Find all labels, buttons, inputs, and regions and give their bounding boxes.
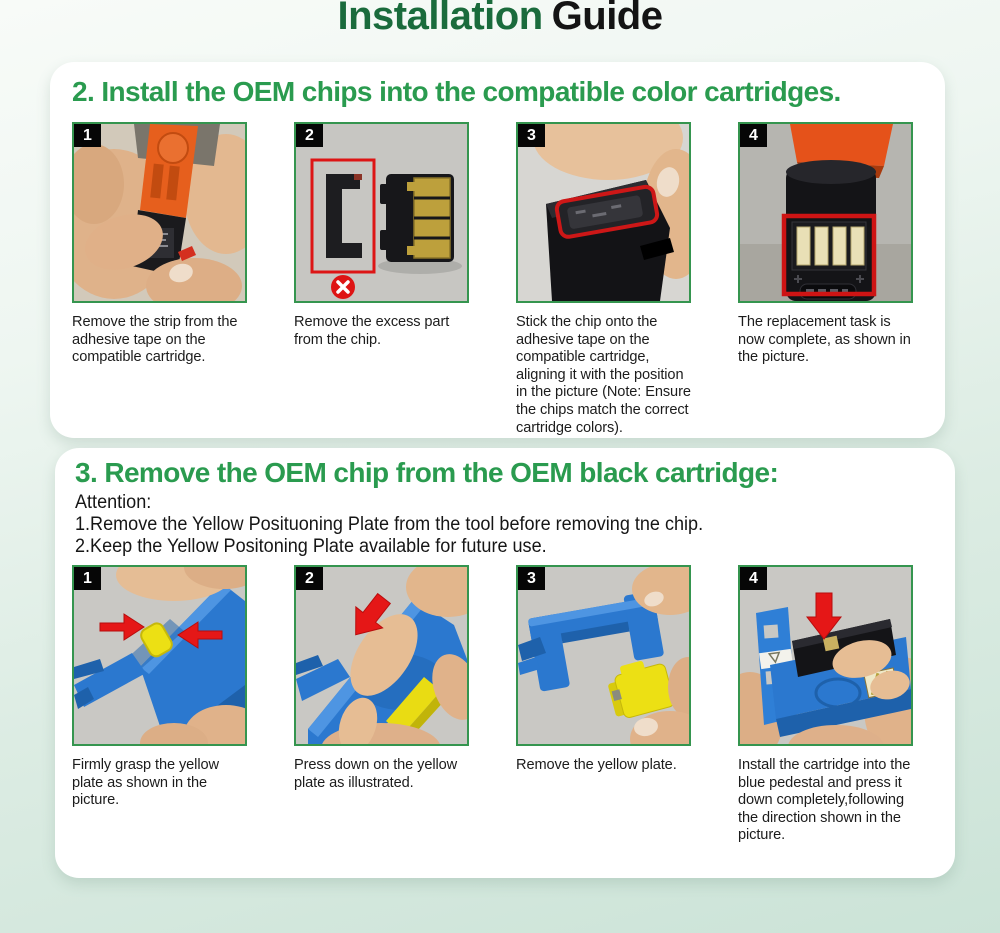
step-number-badge: 3: [518, 567, 545, 590]
step-photo-frame: [294, 122, 469, 303]
photo-replacement-complete: [740, 124, 911, 301]
section-install-chips-card: [50, 62, 945, 438]
step-remove-4: [738, 565, 934, 845]
step-number-badge: 4: [740, 567, 767, 590]
step-caption: Remove the excess part from the chip.: [294, 314, 450, 348]
step-photo-frame: [738, 122, 913, 303]
step-caption: Press down on the yellow plate as illustrated.: [294, 757, 458, 791]
step-install-3: [516, 122, 712, 437]
photo-remove-yellow-plate: [518, 567, 689, 744]
step-photo-frame: [738, 565, 913, 746]
step-photo-frame: [72, 565, 247, 746]
section-remove-chip-card: [55, 448, 955, 878]
step-number-badge: 2: [296, 567, 323, 590]
photo-press-down: [296, 567, 467, 744]
photo-remove-strip: [74, 124, 245, 301]
attention-line-1: 1.Remove the Yellow Posituoning Plate from the tool before removing tne chip.: [75, 514, 704, 535]
attention-title: Attention:: [75, 492, 152, 513]
title-word-guide: Guide: [551, 0, 663, 38]
step-caption: Install the cartridge into the blue pedestal and press it down completely,following the direction shown in the picture.: [738, 757, 911, 844]
step-caption: Firmly grasp the yellow plate as shown in the picture.: [72, 757, 219, 809]
step-number-badge: 3: [518, 124, 545, 147]
section-2-heading: 2. Install the OEM chips into the compatible color cartridges.: [72, 76, 841, 107]
attention-line-2: 2.Keep the Yellow Positoning Plate available for future use.: [75, 536, 547, 557]
step-install-4: [738, 122, 934, 367]
photo-grasp-yellow-plate: [74, 567, 245, 744]
photo-remove-excess-part: [296, 124, 467, 301]
step-photo-frame: [516, 122, 691, 303]
step-remove-3: [516, 565, 712, 775]
title-word-installation: Installation: [337, 0, 543, 38]
section-3-heading: 3. Remove the OEM chip from the OEM black cartridge:: [75, 457, 779, 488]
step-photo-frame: [516, 565, 691, 746]
step-number-badge: 1: [74, 567, 101, 590]
step-caption: Stick the chip onto the adhesive tape on the compatible cartridge, aligning it with the position in the picture (Note: Ensure the chips match the correct cartridge colors).: [516, 314, 691, 436]
attention-note: [75, 492, 703, 558]
step-photo-frame: [294, 565, 469, 746]
step-photo-frame: [72, 122, 247, 303]
step-number-badge: 4: [740, 124, 767, 147]
step-caption: The replacement task is now complete, as shown in the picture.: [738, 314, 911, 366]
step-number-badge: 2: [296, 124, 323, 147]
photo-stick-chip: [518, 124, 689, 301]
step-remove-2: [294, 565, 490, 792]
step-remove-1: [72, 565, 268, 810]
step-caption: Remove the strip from the adhesive tape on the compatible cartridge.: [72, 314, 238, 366]
step-install-1: [72, 122, 268, 367]
photo-install-into-pedestal: [740, 567, 911, 744]
step-number-badge: 1: [74, 124, 101, 147]
step-caption: Remove the yellow plate.: [516, 757, 677, 773]
page-title: [0, 0, 1000, 39]
step-install-2: [294, 122, 490, 349]
